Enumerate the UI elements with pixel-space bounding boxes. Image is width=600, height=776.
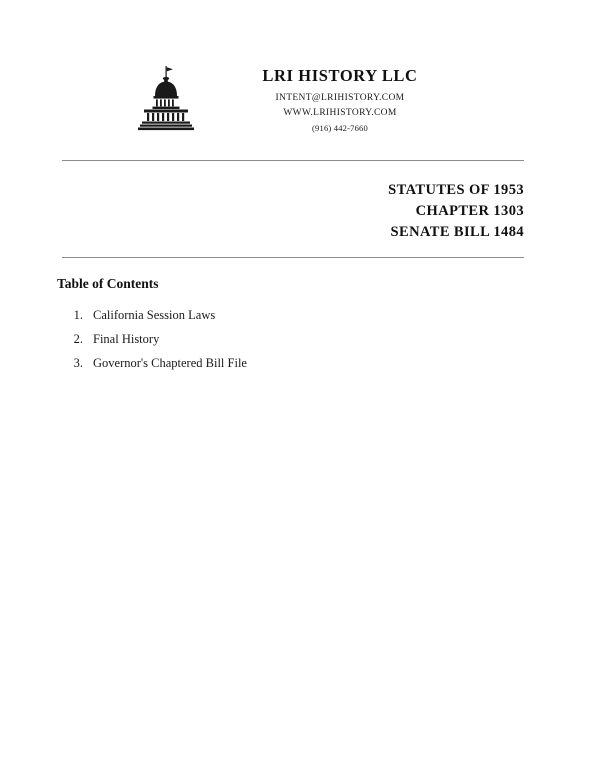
list-item[interactable]: [57, 303, 497, 327]
page-title: Table of Contents: [57, 276, 159, 291]
org-name: LRI HISTORY LLC: [262, 66, 418, 85]
document-title-block: [62, 180, 524, 243]
divider-bottom: [62, 257, 524, 258]
toc-item-label: Governor's Chaptered Bill File: [93, 356, 247, 370]
org-identity: [210, 58, 470, 133]
toc-item-number: 2.: [73, 332, 83, 346]
toc-item-number: 1.: [73, 308, 83, 322]
toc-item-label: California Session Laws: [93, 308, 216, 322]
list-item[interactable]: [57, 351, 497, 375]
table-of-contents: [57, 303, 497, 375]
divider-top: [62, 160, 524, 161]
list-item[interactable]: [57, 327, 497, 351]
org-website: WWW.LRIHISTORY.COM: [283, 108, 397, 118]
org-email: INTENT@LRIHISTORY.COM: [275, 93, 405, 103]
org-phone: (916) 442-7660: [312, 123, 368, 133]
title-chapter: CHAPTER 1303: [415, 203, 524, 219]
title-bill: SENATE BILL 1484: [390, 224, 524, 240]
capitol-dome-icon: [130, 62, 204, 136]
title-statutes-year: STATUTES OF 1953: [388, 182, 524, 198]
toc-item-number: 3.: [73, 356, 83, 370]
toc-item-label: Final History: [93, 332, 160, 346]
letterhead: [0, 58, 600, 136]
